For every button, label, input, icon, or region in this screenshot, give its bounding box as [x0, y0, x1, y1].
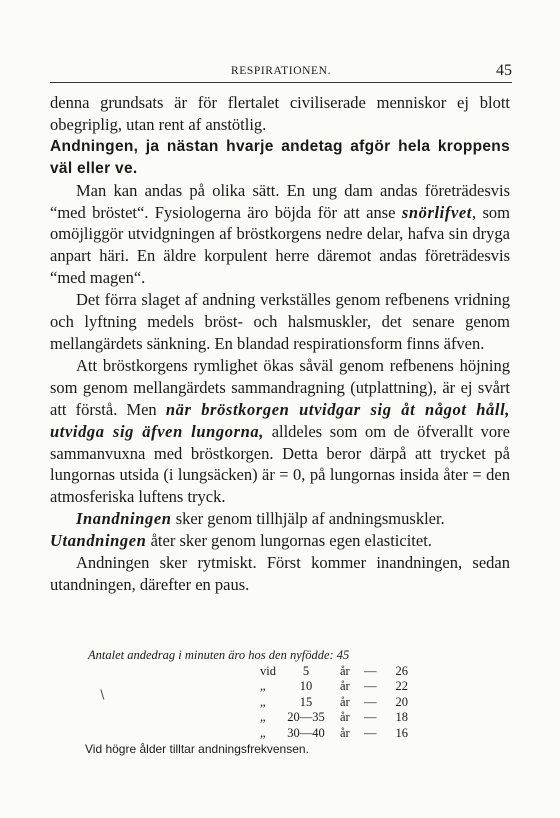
- running-header: [50, 64, 512, 83]
- table-row: [50, 664, 520, 680]
- row-value: 18: [395, 710, 408, 725]
- p5-emphasis: när bröstkorgen utvidgar sig åt något håll, utvidga sig äfven lungorna,: [50, 399, 511, 441]
- row-value: 26: [395, 663, 408, 678]
- paragraph-6: [50, 508, 510, 530]
- row-unit: år: [340, 710, 350, 725]
- p5-text-c: alldeles som om de öfverallt vore sammanvuxna med bröstkorgen. Detta beror därpå att trycket på lungornas utsida (i lungsäcken) är = 0, på lungornas insida åter = den atmosferiska luftens tryck.: [50, 421, 510, 507]
- row-mark: vid: [260, 663, 276, 678]
- row-age: 30—40: [287, 725, 325, 740]
- paragraph-5: [50, 355, 510, 508]
- row-dash: —: [364, 663, 377, 678]
- row-mark: „: [260, 694, 266, 709]
- table-note: Vid högre ålder tilltar andningsfrekvensen.: [85, 741, 309, 756]
- breathing-rate-table: [50, 648, 520, 757]
- row-value: 16: [395, 725, 408, 740]
- row-unit: år: [340, 694, 350, 709]
- row-age: 10: [299, 679, 313, 694]
- table-caption: [88, 648, 349, 664]
- row-mark: „: [260, 710, 266, 725]
- row-age: 20—35: [287, 710, 325, 725]
- row-dash: —: [364, 679, 377, 694]
- p3-text-a: Man kan andas på olika sätt. En ung dam andas företrädesvis “med bröstet“. Fysiologerna äro böjda för att anse: [50, 180, 510, 222]
- p6-term: Inandningen: [76, 509, 172, 529]
- row-age: 15: [299, 694, 313, 709]
- paragraph-7: [50, 530, 510, 552]
- row-dash: —: [364, 694, 377, 709]
- p7-text: åter sker genom lungornas egen elasticitet.: [146, 531, 432, 551]
- paragraph-1: denna grundsats är för flertalet civiliserade menniskor ej blott obegriplig, utan rent af anstötlig.: [50, 93, 510, 134]
- header-title: RESPIRATIONEN.: [230, 65, 332, 77]
- p6-text: sker genom tillhjälp af andningsmuskler.: [171, 509, 445, 529]
- row-dash: —: [364, 710, 377, 725]
- row-value: 20: [395, 694, 408, 709]
- paragraph-8: Andningen sker rytmiskt. Först kommer inandningen, sedan utandningen, därefter en paus.: [50, 553, 510, 594]
- p7-term: Utandningen: [50, 531, 147, 551]
- print-speck: ∖: [98, 688, 106, 702]
- table-note-row: [50, 742, 520, 758]
- p3-emphasis: snörlifvet: [401, 202, 472, 222]
- page-number: 45: [496, 62, 512, 79]
- p5-text-a: Att bröstkorgens rymlighet ökas såväl genom refbenens höjning som genom mellangärdets sammandragning (utplattning), är ej svårt att förstå. Men: [50, 355, 510, 419]
- table-row: [50, 695, 520, 711]
- body-text: [50, 92, 510, 596]
- row-mark: „: [260, 725, 266, 740]
- table-caption-row: [50, 648, 520, 664]
- row-dash: —: [364, 725, 377, 740]
- row-value: 22: [395, 679, 408, 694]
- row-mark: „: [260, 679, 266, 694]
- row-unit: år: [340, 725, 350, 740]
- row-unit: år: [340, 679, 350, 694]
- paragraph-2-bold-statement: Andningen, ja nästan hvarje andetag afgör hela kroppens väl eller ve.: [50, 137, 510, 177]
- paragraph-4: Det förra slaget af andning verkställes genom refbenens vridning och lyftning medels bröst- och halsmuskler, det senare genom mellangärdets sänkning. En blandad respirationsform finns äfven.: [50, 290, 510, 353]
- table-row: [50, 726, 520, 742]
- table-caption-rest: äro hos den nyfödde: 45: [225, 648, 350, 662]
- table-caption-italic: Antalet andedrag i minuten: [88, 648, 226, 662]
- table-row: [50, 710, 520, 726]
- table-row: [50, 679, 520, 695]
- p3-text-c: , som omöjliggör utvidgningen af bröstkorgens nedre delar, hafva sin dryga anpart häri. En äldre korpulent herre däremot andas företrädesvis “med magen“.: [50, 202, 510, 288]
- row-age: 5: [302, 663, 310, 678]
- paragraph-3: [50, 180, 510, 290]
- row-unit: år: [340, 663, 350, 678]
